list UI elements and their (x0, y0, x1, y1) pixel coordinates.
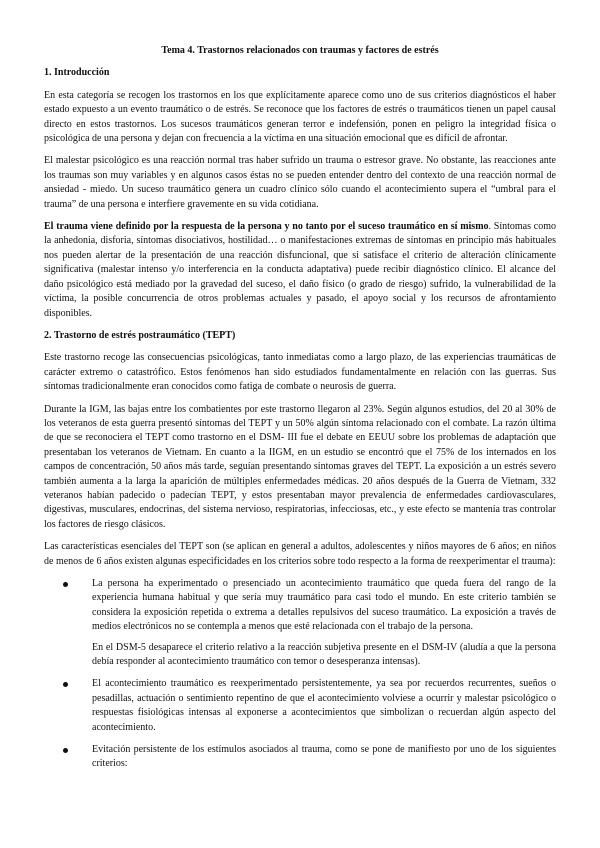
bullet-icon (63, 582, 68, 587)
list-item-text: La persona ha experimentado o presenciado un acontecimiento traumático que queda fuera del rango de la experiencia humana habitual y que sería muy traumático para casi todo el mundo. En este criterio también se considera la exposición repetida o extrema a detalles repulsivos del suceso traumático. La exposición a través de medios electrónicos no se contempla a menos que esté relacionada con el trabajo de la persona. (92, 578, 556, 633)
list-item-text: El acontecimiento traumático es reexperimentado persistentemente, ya sea por recuerdos recurrentes, sueños o pesadillas, actuación o sentimiento repentino de que el acontecimiento volviese a ocurrir y malestar psicológico o respuestas fisiológicas intensas al exponerse a acontecimientos que simbolizan o recuerdan algún aspecto del acontecimiento. (92, 678, 556, 733)
section-1-paragraph-2: El malestar psicológico es una reacción normal tras haber sufrido un trauma o estresor grave. No obstante, las reacciones ante los traumas son muy variables y en algunos casos éstas no se pueden entender dentro del contexto de una reacción normal de ansiedad - miedo. Un suceso traumático genera un cuadro clínico sólo cuando el acontecimiento supera el “umbral para el trauma” de una persona e interfiere gravemente en su vida cotidiana. (44, 155, 556, 210)
section-2-paragraph-2: Durante la IGM, las bajas entre los combatientes por este trastorno llegaron al 23%. Según algunos estudios, del 20 al 30% de los veteranos de esta guerra presentó síntomas del TEPT y un 50% algún síntoma relacionado con el combate. La razón última de que se reconociera el TEPT como trastorno en el DSM- III fue el debate en EEUU sobre los problemas de adaptación que presentaban los veteranos de Vietnam. En cuanto a la IIGM, en un estudio se encontró que el 75% de los internados en los campos de concentración, 50 años más tarde, seguían presentando síntomas graves del TEPT. La exposición a un estrés severo también aumenta a la larga la aparición de múltiples enfermedades médicas. 20 años después de la Guerra de Vietnam, 332 veteranos habían padecido o padecían TEPT, y estos presentaban mayor prevalencia de enfermedades cardiovasculares, digestivas, musculares, endocrinas, del sistema nervioso, respiratorias, infecciosas, etc., y este efecto se mantenía tras controlar los factores de riesgo clásicos. (44, 403, 556, 530)
list-item (44, 677, 556, 735)
list-item (44, 743, 556, 772)
section-2-paragraph-3: Las características esenciales del TEPT son (se aplican en general a adultos, adolescentes y niños mayores de 6 años; en niños de menos de 6 años existen algunas especificidades en los criterios sobre todo respecto a la forma de reexperimentar el trauma): (44, 541, 556, 567)
list-item (44, 577, 556, 669)
paragraph-body: . Síntomas como la anhedonia, disforia, síntomas disociativos, hostilidad… o manifestaciones extremas de síntomas en principio más habituales nos pueden alertar de la presentación de una reacción disfuncional, que si satisface el criterio de alteración clínicamente significativa (malestar intenso y/o interferencia en la conducta adaptativa) puede recibir diagnóstico clínico. El alcance del daño psicológico está mediado por la gravedad del suceso, el daño físico (o grado de riesgo) sufrido, la vulnerabilidad de la víctima, la posible concurrencia de otros problemas actuales y pasado, el apoyo social y los recursos de afrontamiento disponibles. (44, 221, 556, 319)
criteria-list (44, 577, 556, 772)
list-item-text: Evitación persistente de los estímulos asociados al trauma, como se pone de manifiesto por uno de los siguientes criterios: (92, 744, 556, 770)
bullet-icon (63, 748, 68, 753)
section-2-paragraph-1: Este trastorno recoge las consecuencias psicológicas, tanto inmediatas como a largo plazo, de las experiencias traumáticas de carácter extremo o catastrófico. Estos fenómenos han sido estudiados fundamentalmente en relación con las guerras. Sus síntomas tradicionalmente eran conocidos como fatiga de combate o neurosis de guerra. (44, 352, 556, 393)
paragraph-bold-lead: El trauma viene definido por la respuesta de la persona y no tanto por el suceso traumático en sí mismo (44, 221, 489, 233)
section-1-heading: 1. Introducción (44, 67, 110, 79)
bullet-icon (63, 682, 68, 687)
section-1-paragraph-1: En esta categoría se recogen los trastornos en los que explícitamente aparece como uno de sus criterios diagnósticos el haber estado expuesto a un evento traumático o de estrés. Se reconoce que los factores de estrés o traumáticos tienen un papel causal directo en estos trastornos. Los sucesos traumáticos generan terror e indefensión, ponen en peligro la integridad física o psicológica de una persona y dejan con frecuencia a la víctima en una situación emocional que es difícil de afrontar. (44, 89, 556, 145)
section-2-heading: 2. Trastorno de estrés postraumático (TEPT) (44, 329, 236, 341)
document-title: Tema 4. Trastornos relacionados con traumas y factores de estrés (161, 45, 439, 56)
list-item-note: En el DSM-5 desaparece el criterio relativo a la reacción subjetiva presente en el DSM-IV (aludía a que la persona debía responder al acontecimiento traumático con temor o desesperanza intensas). (92, 641, 556, 668)
section-1-paragraph-3 (44, 220, 556, 321)
